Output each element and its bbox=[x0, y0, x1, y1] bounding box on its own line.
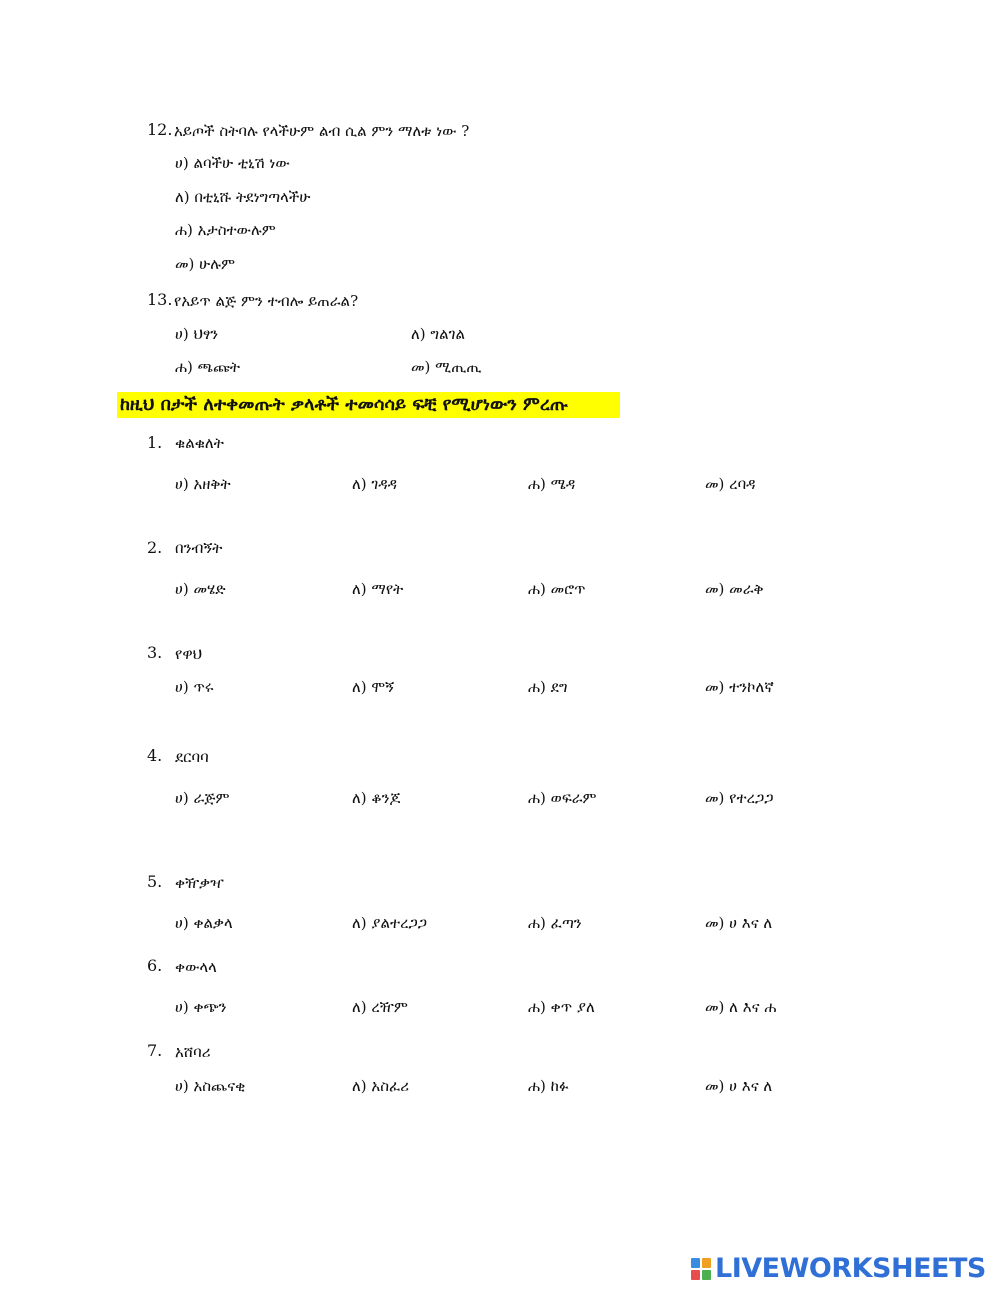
vocab-5-option-c[interactable]: ሐ) ፈጣን bbox=[528, 914, 582, 932]
vocab-6-option-c[interactable]: ሐ) ቀጥ ያለ bbox=[528, 998, 595, 1016]
q12-option-c[interactable]: ሐ) አታስተውሉም bbox=[175, 221, 276, 239]
q13-option-b[interactable]: ለ) ግልገል bbox=[411, 325, 465, 343]
section-heading bbox=[117, 392, 620, 418]
section-heading-text: ከዚህ በታች ለተቀመጡት ቃላቶች ተመሳሳይ ፍቺ የሚሆነውን ምረጡ bbox=[120, 394, 569, 415]
vocab-6-option-d[interactable]: መ) ለ እና ሐ bbox=[705, 998, 777, 1016]
liveworksheets-logo-icon bbox=[691, 1258, 711, 1280]
vocab-7-option-c[interactable]: ሐ) ከፉ bbox=[528, 1077, 569, 1095]
liveworksheets-wordmark: LIVEWORKSHEETS bbox=[715, 1253, 986, 1284]
q12-option-b[interactable]: ለ) በቲኒሹ ትደነግጣላችሁ bbox=[175, 188, 311, 206]
q13-option-a[interactable]: ሀ) ህፃን bbox=[175, 325, 219, 343]
vocab-4-option-c[interactable]: ሐ) ወፍራም bbox=[528, 789, 597, 807]
vocab-1-number: 1. bbox=[147, 433, 163, 452]
q13-option-c[interactable]: ሐ) ጫጩት bbox=[175, 358, 241, 376]
vocab-3-number: 3. bbox=[147, 643, 163, 662]
question-12-number: 12. bbox=[147, 120, 173, 139]
vocab-1-option-a[interactable]: ሀ) አዘቅት bbox=[175, 475, 231, 493]
vocab-3-option-c[interactable]: ሐ) ደግ bbox=[528, 678, 568, 696]
vocab-5-option-a[interactable]: ሀ) ቀልቃላ bbox=[175, 914, 233, 932]
vocab-6-option-b[interactable]: ለ) ረዥም bbox=[352, 998, 408, 1016]
vocab-2-option-d[interactable]: መ) መራቅ bbox=[705, 580, 764, 598]
vocab-7-option-b[interactable]: ለ) አስፈሪ bbox=[352, 1077, 410, 1095]
vocab-5-number: 5. bbox=[147, 872, 163, 891]
q12-option-a[interactable]: ሀ) ልባችሁ ቲኒሽ ነው bbox=[175, 154, 290, 172]
vocab-3-option-a[interactable]: ሀ) ጥሩ bbox=[175, 678, 214, 696]
vocab-1-option-c[interactable]: ሐ) ሜዳ bbox=[528, 475, 576, 493]
vocab-4-word: ደርባባ bbox=[175, 748, 209, 766]
vocab-3-option-d[interactable]: መ) ተንኮለኛ bbox=[705, 678, 774, 696]
vocab-5-option-d[interactable]: መ) ሀ እና ለ bbox=[705, 914, 773, 932]
vocab-6-option-a[interactable]: ሀ) ቀጭን bbox=[175, 998, 227, 1016]
vocab-2-word: በንብኝት bbox=[175, 539, 223, 557]
vocab-1-option-d[interactable]: መ) ረባዳ bbox=[705, 475, 756, 493]
vocab-7-option-a[interactable]: ሀ) አስጨናቂ bbox=[175, 1077, 246, 1095]
vocab-1-option-b[interactable]: ለ) ገዳዳ bbox=[352, 475, 398, 493]
vocab-4-option-a[interactable]: ሀ) ራጅም bbox=[175, 789, 230, 807]
vocab-1-word: ቁልቁለት bbox=[175, 434, 224, 452]
vocab-7-word: አሸባሪ bbox=[175, 1043, 211, 1061]
vocab-2-option-c[interactable]: ሐ) መሮጥ bbox=[528, 580, 586, 598]
vocab-6-word: ቀውላላ bbox=[175, 958, 217, 976]
vocab-7-option-d[interactable]: መ) ሀ እና ለ bbox=[705, 1077, 773, 1095]
vocab-2-option-b[interactable]: ለ) ማየት bbox=[352, 580, 404, 598]
vocab-5-option-b[interactable]: ለ) ያልተረጋጋ bbox=[352, 914, 428, 932]
q13-option-d[interactable]: መ) ሚጢጢ bbox=[411, 358, 482, 376]
vocab-2-number: 2. bbox=[147, 538, 163, 557]
vocab-4-option-d[interactable]: መ) የተረጋጋ bbox=[705, 789, 774, 807]
vocab-3-option-b[interactable]: ለ) ሞኝ bbox=[352, 678, 395, 696]
vocab-3-word: የዋህ bbox=[175, 645, 203, 663]
vocab-7-number: 7. bbox=[147, 1041, 163, 1060]
vocab-4-number: 4. bbox=[147, 746, 163, 765]
vocab-2-option-a[interactable]: ሀ) መሄድ bbox=[175, 580, 226, 598]
question-13-text: የአይጥ ልጅ ምን ተብሎ ይጠራል? bbox=[174, 292, 359, 310]
question-12-text: አይጦች ስትባሉ የላችሁም ልብ ሲል ምን ማለቱ ነው ? bbox=[174, 122, 470, 140]
vocab-5-word: ቀዥቃዣ bbox=[175, 874, 224, 892]
question-13-number: 13. bbox=[147, 290, 173, 309]
vocab-4-option-b[interactable]: ለ) ቆንጆ bbox=[352, 789, 401, 807]
vocab-6-number: 6. bbox=[147, 956, 163, 975]
liveworksheets-brand[interactable] bbox=[691, 1254, 991, 1284]
q12-option-d[interactable]: መ) ሁሉም bbox=[175, 255, 235, 273]
